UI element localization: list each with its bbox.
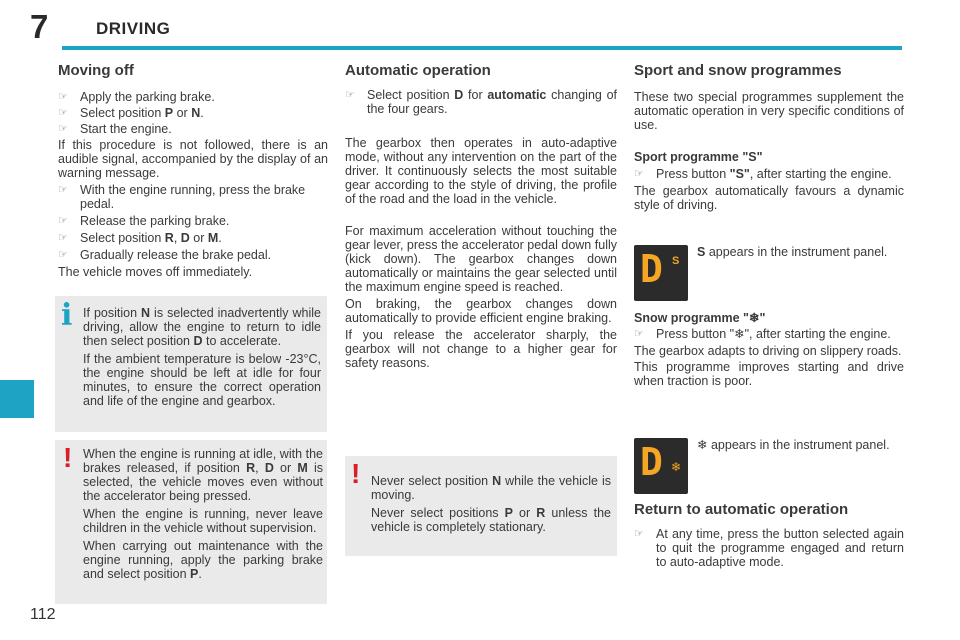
warning-icon: ! [63, 442, 73, 473]
sport-display-caption: S appears in the instrument panel. [697, 245, 888, 259]
snow-programme-heading: Snow programme "❄" [634, 311, 766, 325]
instrument-display-sport [634, 245, 688, 301]
list-item: ☞ Press button "❄", after starting the engine. [634, 327, 891, 341]
moving-off-heading: Moving off [58, 62, 134, 79]
automatic-operation-body [345, 88, 617, 370]
return-automatic-heading: Return to automatic operation [634, 501, 849, 518]
return-automatic-body [634, 527, 904, 569]
pointer-icon: ☞ [58, 123, 68, 135]
snowflake-icon: ❄ [671, 460, 682, 474]
snow-display-caption: ❄ appears in the instrument panel. [697, 438, 890, 452]
info-icon: i [61, 298, 73, 333]
warning-box [345, 456, 617, 556]
sport-programme-heading: Sport programme "S" [634, 150, 763, 164]
paragraph: The vehicle moves off immediately. [58, 265, 253, 279]
list-item: ☞ Release the parking brake. [58, 214, 230, 228]
list-item: ☞ At any time, press the button selected again to quit the programme engaged and return to auto-adaptive mode. [634, 527, 904, 569]
snowflake-icon: ❄ [697, 438, 708, 452]
chapter-side-tab [0, 380, 34, 418]
chapter-number: 7 [30, 8, 49, 45]
pointer-icon: ☞ [634, 168, 644, 180]
warning-box [55, 440, 327, 604]
list-item: ☞ Press button "S", after starting the engine. [634, 167, 892, 181]
list-item: ☞ Gradually release the brake pedal. [58, 248, 272, 262]
list-item: ☞ With the engine running, press the brake pedal. [58, 183, 306, 211]
list-item: ☞ Select position R, D or M. [58, 231, 222, 245]
warning-paragraph: When the engine is running, never leave children in the vehicle without supervision. [83, 507, 323, 535]
pointer-icon: ☞ [345, 89, 355, 101]
moving-off-body [58, 90, 328, 279]
pointer-icon: ☞ [634, 328, 644, 340]
pointer-icon: ☞ [58, 232, 68, 244]
sport-snow-heading: Sport and snow programmes [634, 62, 842, 79]
paragraph: On braking, the gearbox changes down automatically to provide efficient engine braking. [345, 297, 617, 325]
list-item: ☞ Apply the parking brake. [58, 90, 215, 104]
info-paragraph: If position N is selected inadvertently while driving, allow the engine to return to idle then select position D to accelerate. [83, 306, 321, 348]
warning-paragraph: When carrying out maintenance with the engine running, apply the parking brake and select position P. [83, 539, 323, 581]
chapter-title: DRIVING [96, 19, 171, 38]
sport-mode-indicator: S [672, 255, 680, 267]
paragraph: The gearbox then operates in auto-adaptive mode, without any intervention on the part of the driver. It continuously selects the most suitable gear according to the style of driving, the profile of the road and the load in the vehicle. [345, 136, 617, 206]
sport-snow-intro: These two special programmes supplement the automatic operation in very specific conditions of use. [634, 90, 904, 132]
pointer-icon: ☞ [58, 184, 68, 196]
snowflake-icon: ❄ [734, 327, 745, 341]
snowflake-icon: ❄ [748, 311, 760, 325]
warning-paragraph: Never select position N while the vehicle is moving. [371, 474, 611, 502]
paragraph: If this procedure is not followed, there is an audible signal, accompanied by the display of an warning message. [58, 138, 328, 180]
automatic-operation-heading: Automatic operation [345, 62, 491, 79]
pointer-icon: ☞ [58, 107, 68, 119]
paragraph: The gearbox automatically favours a dynamic style of driving. [634, 184, 904, 212]
pointer-icon: ☞ [58, 249, 68, 261]
paragraph: If you release the accelerator sharply, the gearbox will not change to a higher gear for safety reasons. [345, 328, 617, 370]
info-box [55, 296, 327, 432]
warning-paragraph: Never select positions P or R unless the vehicle is completely stationary. [371, 506, 611, 534]
snow-programme-body [634, 327, 904, 388]
gear-indicator: D [640, 440, 663, 484]
pointer-icon: ☞ [58, 215, 68, 227]
warning-paragraph: When the engine is running at idle, with the brakes released, if position R, D or M is selected, the vehicle moves even without the accelerator being pressed. [83, 447, 324, 503]
instrument-display-snow [634, 438, 688, 494]
gear-indicator: D [640, 247, 663, 291]
paragraph: The gearbox adapts to driving on slippery roads. [634, 344, 902, 358]
list-item: ☞ Select position P or N. [58, 106, 204, 120]
sport-programme-body [634, 167, 904, 212]
page-number: 112 [30, 606, 56, 623]
list-item: ☞ Select position D for automatic changing of the four gears. [345, 88, 617, 116]
warning-icon: ! [351, 458, 361, 489]
list-item: ☞ Start the engine. [58, 122, 172, 136]
paragraph: For maximum acceleration without touching the gear lever, press the accelerator pedal down fully (kick down). The gearbox changes down automatically or maintains the gear selected until the maximum engine speed is reached. [345, 224, 617, 294]
pointer-icon: ☞ [58, 91, 68, 103]
info-paragraph: If the ambient temperature is below -23°C, the engine should be left at idle for four minutes, to ensure the correct operation and life of the engine and gearbox. [83, 352, 321, 408]
paragraph: This programme improves starting and drive when traction is poor. [634, 360, 904, 388]
pointer-icon: ☞ [634, 528, 644, 540]
header-rule [62, 46, 902, 50]
